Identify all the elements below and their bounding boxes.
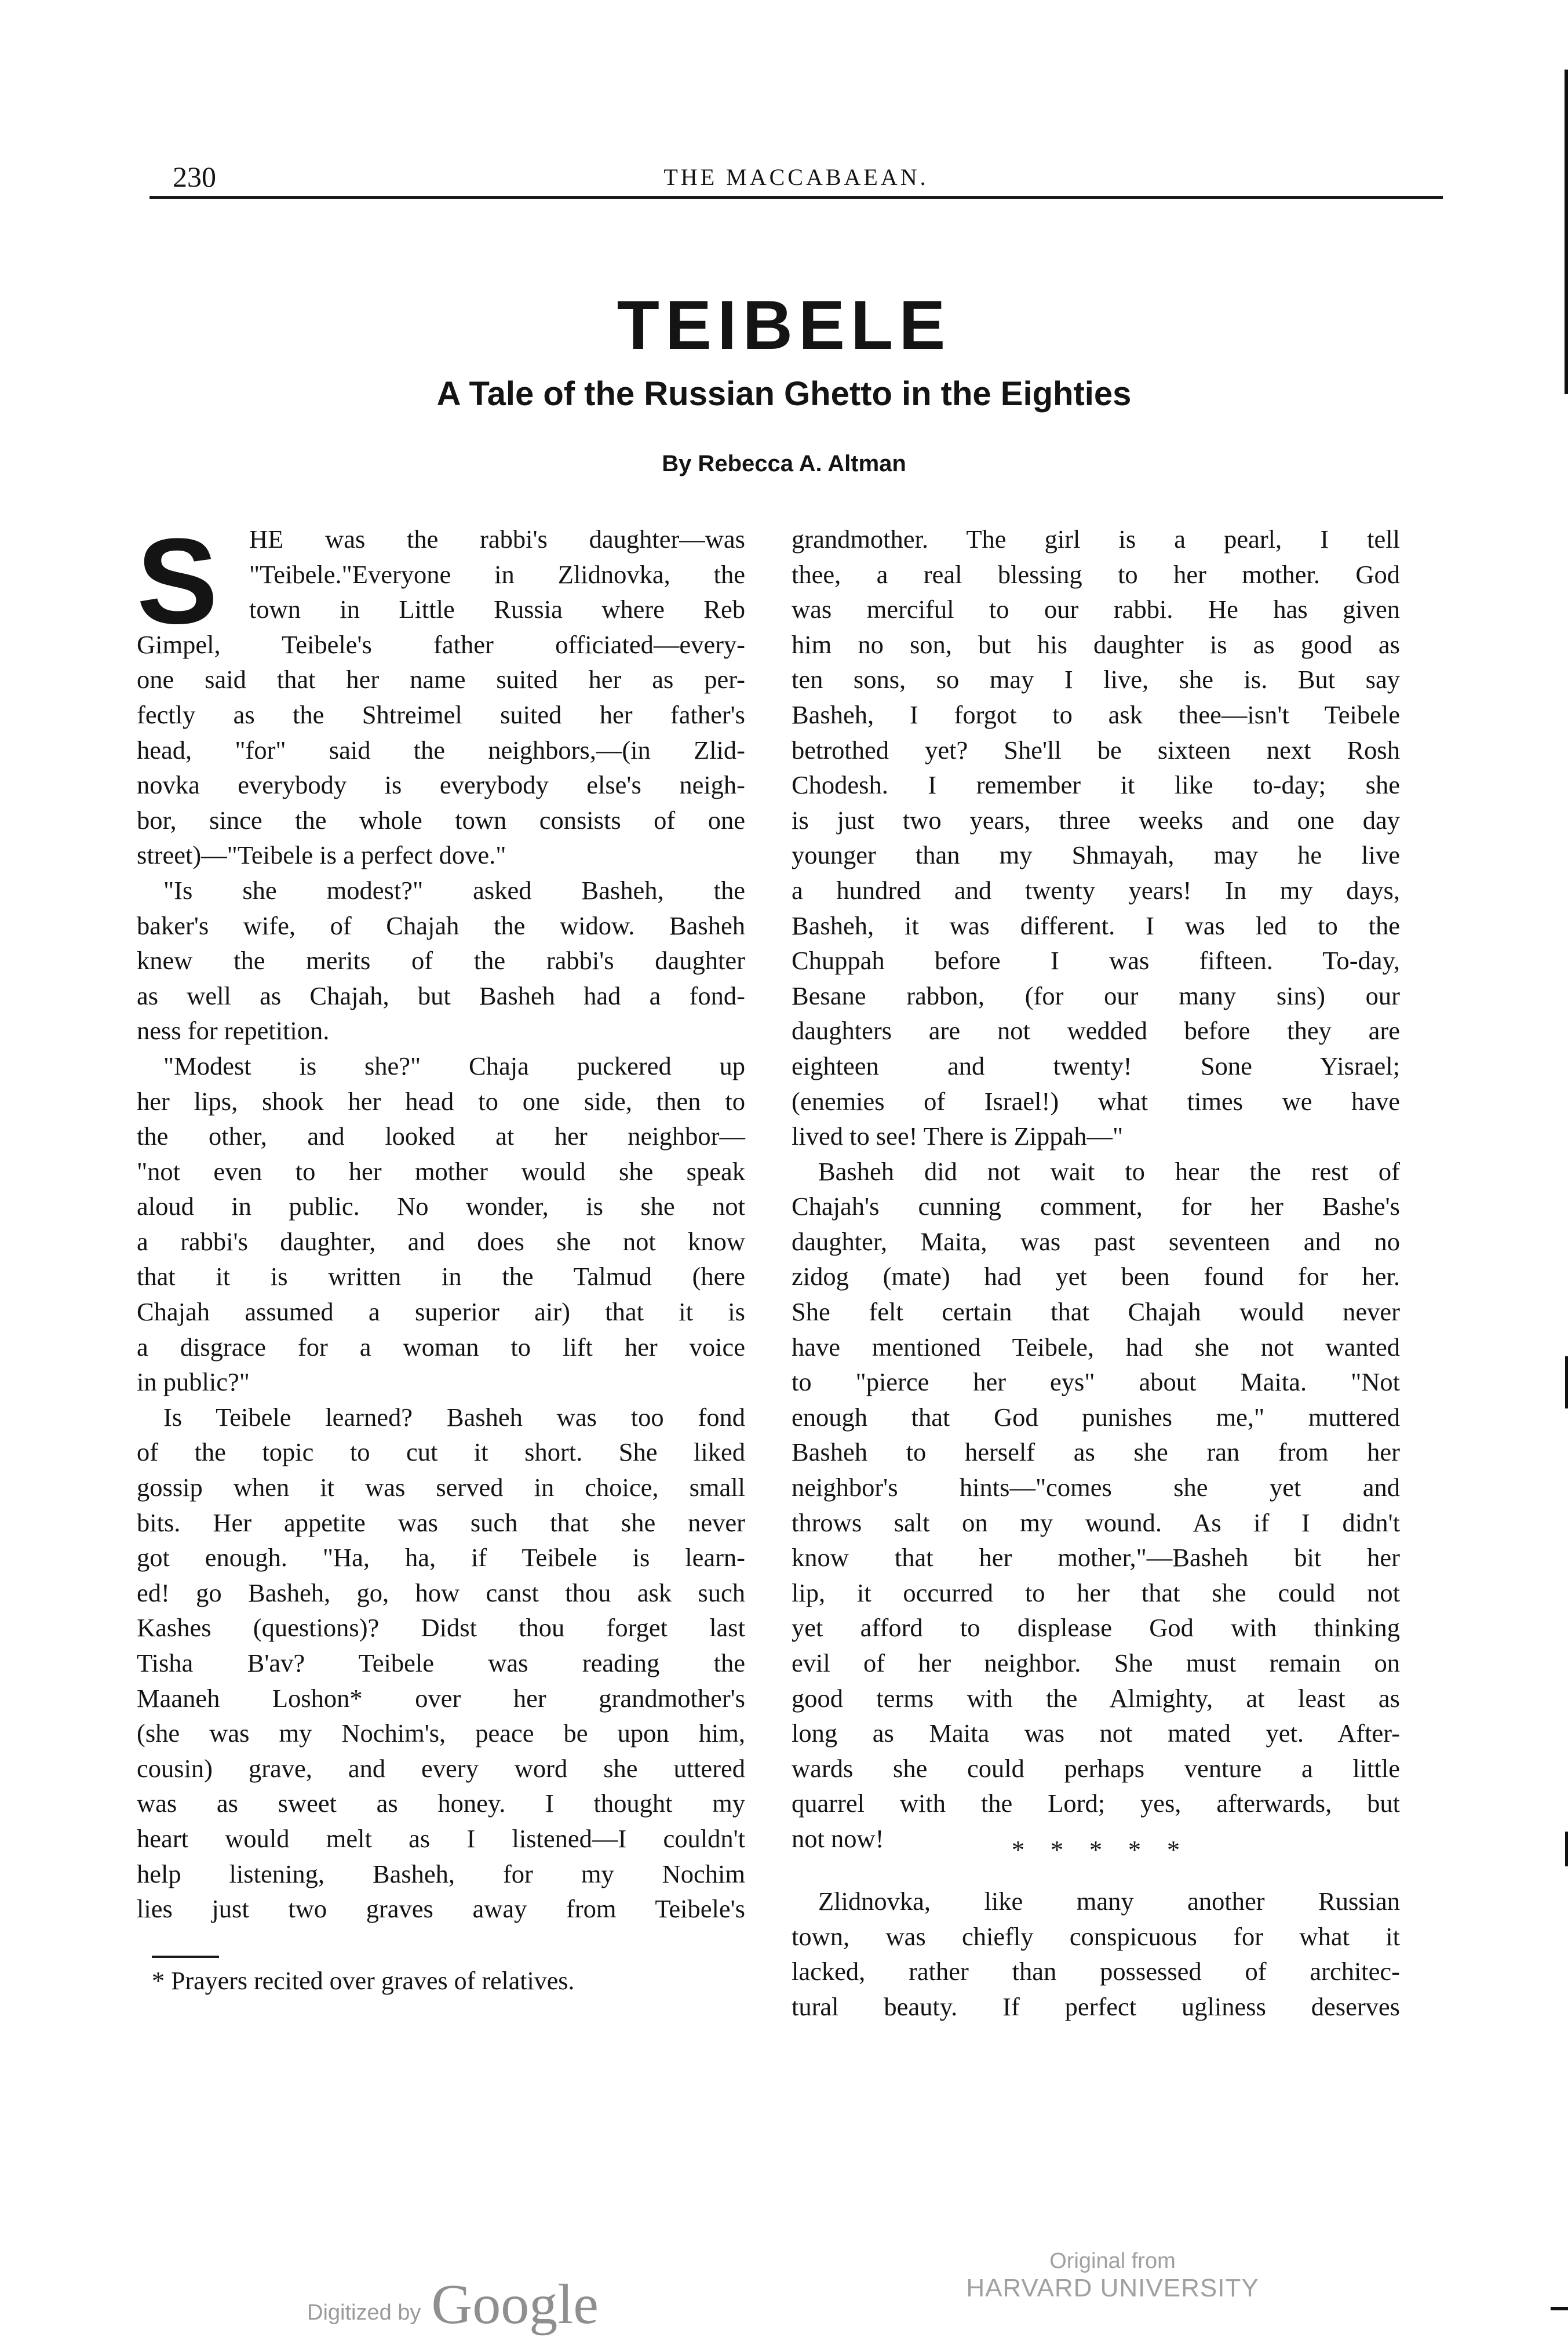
text-line: a disgrace for a woman to lift her voice	[137, 1332, 745, 1362]
text-line: not now!	[792, 1823, 884, 1853]
text-line: head, "for" said the neighbors,—(in Zlid-	[137, 735, 745, 765]
text-line: have mentioned Teibele, had she not wanted	[792, 1332, 1400, 1362]
article-subtitle: A Tale of the Russian Ghetto in the Eighties	[436, 375, 1132, 413]
text-line: "Is she modest?" asked Basheh, the	[163, 875, 745, 905]
text-line: daughter, Maita, was past seventeen and no	[792, 1226, 1400, 1256]
text-line: a rabbi's daughter, and does she not know	[137, 1226, 745, 1256]
right-column	[792, 522, 1400, 1857]
text-line: know that her mother,"—Basheh bit her	[792, 1543, 1400, 1572]
text-line: baker's wife, of Chajah the widow. Basheh	[137, 911, 745, 940]
text-line: quarrel with the Lord; yes, afterwards, but	[792, 1789, 1400, 1818]
text-line: Chajah's cunning comment, for her Bashe's	[792, 1192, 1400, 1221]
text-line: grandmother. The girl is a pearl, I tell	[792, 525, 1400, 554]
text-line: ten sons, so may I live, she is. But say	[792, 665, 1400, 694]
text-line: HE was the rabbi's daughter—was	[249, 525, 745, 554]
text-line: Basheh, I forgot to ask thee—isn't Teibele	[792, 700, 1400, 729]
text-line: long as Maita was not mated yet. After-	[792, 1719, 1400, 1748]
institution-name: HARVARD UNIVERSITY	[966, 2274, 1259, 2302]
text-line: "Teibele."Everyone in Zlidnovka, the	[249, 559, 745, 589]
text-line: Basheh to herself as she ran from her	[792, 1437, 1400, 1467]
text-line: help listening, Basheh, for my Nochim	[137, 1859, 745, 1888]
text-line: heart would melt as I listened—I couldn't	[137, 1823, 745, 1853]
text-line: to "pierce her eys" about Maita. "Not	[792, 1367, 1400, 1397]
digitized-label: Digitized by	[307, 2300, 421, 2325]
text-line: throws salt on my wound. As if I didn't	[792, 1508, 1400, 1537]
text-line: Zlidnovka, like many another Russian	[818, 1887, 1400, 1916]
text-line: knew the merits of the rabbi's daughter	[137, 946, 745, 975]
text-line: as well as Chajah, but Basheh had a fond-	[137, 981, 745, 1010]
page-number: 230	[173, 161, 216, 193]
text-line: the other, and looked at her neighbor—	[137, 1122, 745, 1151]
text-line: Tisha B'av? Teibele was reading the	[137, 1648, 745, 1677]
text-line: neighbor's hints—"comes she yet and	[792, 1473, 1400, 1502]
original-source	[962, 2249, 1263, 2303]
text-line: "Modest is she?" Chaja puckered up	[163, 1051, 745, 1080]
scan-edge-mark	[1551, 2307, 1568, 2310]
right-column-continued	[792, 1884, 1400, 2024]
original-from-label: Original from	[1049, 2249, 1176, 2273]
text-line: lip, it occurred to her that she could not	[792, 1578, 1400, 1607]
text-line: enough that God punishes me," muttered	[792, 1402, 1400, 1432]
text-line: Basheh did not wait to hear the rest of	[818, 1156, 1400, 1186]
text-line: Maaneh Loshon* over her grandmother's	[137, 1683, 745, 1713]
text-line: bor, since the whole town consists of one	[137, 805, 745, 835]
text-line: Kashes (questions)? Didst thou forget last	[137, 1613, 745, 1643]
text-line: town in Little Russia where Reb	[249, 595, 745, 624]
text-line: bits. Her appetite was such that she never	[137, 1508, 745, 1537]
scan-edge-mark	[1565, 70, 1568, 394]
text-line: evil of her neighbor. She must remain on	[792, 1648, 1400, 1677]
text-line: of the topic to cut it short. She liked	[137, 1437, 745, 1467]
text-line: him no son, but his daughter is as good as	[792, 629, 1400, 659]
text-line: ness for repetition.	[137, 1016, 330, 1046]
text-line: younger than my Shmayah, may he live	[792, 840, 1400, 870]
text-line: "not even to her mother would she speak	[137, 1156, 745, 1186]
digitized-by	[307, 2272, 713, 2337]
text-line: (she was my Nochim's, peace be upon him,	[137, 1719, 745, 1748]
text-line: She felt certain that Chajah would never	[792, 1297, 1400, 1327]
text-line: street)—"Teibele is a perfect dove."	[137, 840, 506, 870]
text-line: thee, a real blessing to her mother. God	[792, 559, 1400, 589]
text-line: her lips, shook her head to one side, then to	[137, 1086, 745, 1116]
text-line: in public?"	[137, 1367, 250, 1397]
text-line: cousin) grave, and every word she uttered	[137, 1753, 745, 1783]
text-line: betrothed yet? She'll be sixteen next Rosh	[792, 735, 1400, 765]
text-line: tural beauty. If perfect ugliness deserves	[792, 1992, 1400, 2021]
text-line: lacked, rather than possessed of architec-	[792, 1957, 1400, 1986]
running-head: THE MACCABAEAN.	[663, 164, 929, 190]
text-line: Gimpel, Teibele's father officiated—every-	[137, 629, 745, 659]
scan-edge-mark	[1565, 1356, 1568, 1408]
text-line: wards she could perhaps venture a little	[792, 1753, 1400, 1783]
text-line: Chuppah before I was fifteen. To-day,	[792, 946, 1400, 975]
text-line: eighteen and twenty! Sone Yisrael;	[792, 1051, 1400, 1080]
page-header	[149, 160, 1443, 199]
text-line: Is Teibele learned? Basheh was too fond	[163, 1402, 745, 1432]
text-line: town, was chiefly conspicuous for what it	[792, 1921, 1400, 1951]
digitizer-logo: Google	[431, 2273, 599, 2336]
text-line: a hundred and twenty years! In my days,	[792, 875, 1400, 905]
left-column	[137, 513, 745, 1927]
text-line: Basheh, it was different. I was led to the	[792, 911, 1400, 940]
text-line: novka everybody is everybody else's neigh-	[137, 770, 745, 800]
article-title: TEIBELE	[617, 286, 951, 364]
text-line: aloud in public. No wonder, is she not	[137, 1192, 745, 1221]
text-line: yet afford to displease God with thinking	[792, 1613, 1400, 1643]
text-line: fectly as the Shtreimel suited her father's	[137, 700, 745, 729]
footnote: * Prayers recited over graves of relatives.	[152, 1967, 575, 1995]
text-line: lies just two graves away from Teibele's	[137, 1894, 745, 1924]
text-line: ed! go Basheh, go, how canst thou ask such	[137, 1578, 745, 1607]
scan-edge-mark	[1565, 1832, 1568, 1866]
text-line: gossip when it was served in choice, small	[137, 1473, 745, 1502]
drop-cap: S	[137, 513, 218, 649]
text-line: Chajah assumed a superior air) that it is	[137, 1297, 745, 1327]
footnote-rule	[152, 1956, 219, 1958]
byline: By Rebecca A. Altman	[662, 451, 906, 476]
text-line: is just two years, three weeks and one day	[792, 805, 1400, 835]
text-line: that it is written in the Talmud (here	[137, 1262, 745, 1291]
text-line: lived to see! There is Zippah—"	[792, 1122, 1124, 1151]
text-line: was merciful to our rabbi. He has given	[792, 595, 1400, 624]
section-break: * * * * *	[1012, 1836, 1180, 1864]
text-line: good terms with the Almighty, at least as	[792, 1683, 1400, 1713]
text-line: got enough. "Ha, ha, if Teibele is learn-	[137, 1543, 745, 1572]
text-line: Chodesh. I remember it like to-day; she	[792, 770, 1400, 800]
text-line: was as sweet as honey. I thought my	[137, 1789, 745, 1818]
text-line: daughters are not wedded before they are	[792, 1016, 1400, 1046]
text-line: one said that her name suited her as per-	[137, 665, 745, 694]
text-line: Besane rabbon, (for our many sins) our	[792, 981, 1400, 1010]
text-line: (enemies of Israel!) what times we have	[792, 1086, 1400, 1116]
text-line: zidog (mate) had yet been found for her.	[792, 1262, 1400, 1291]
